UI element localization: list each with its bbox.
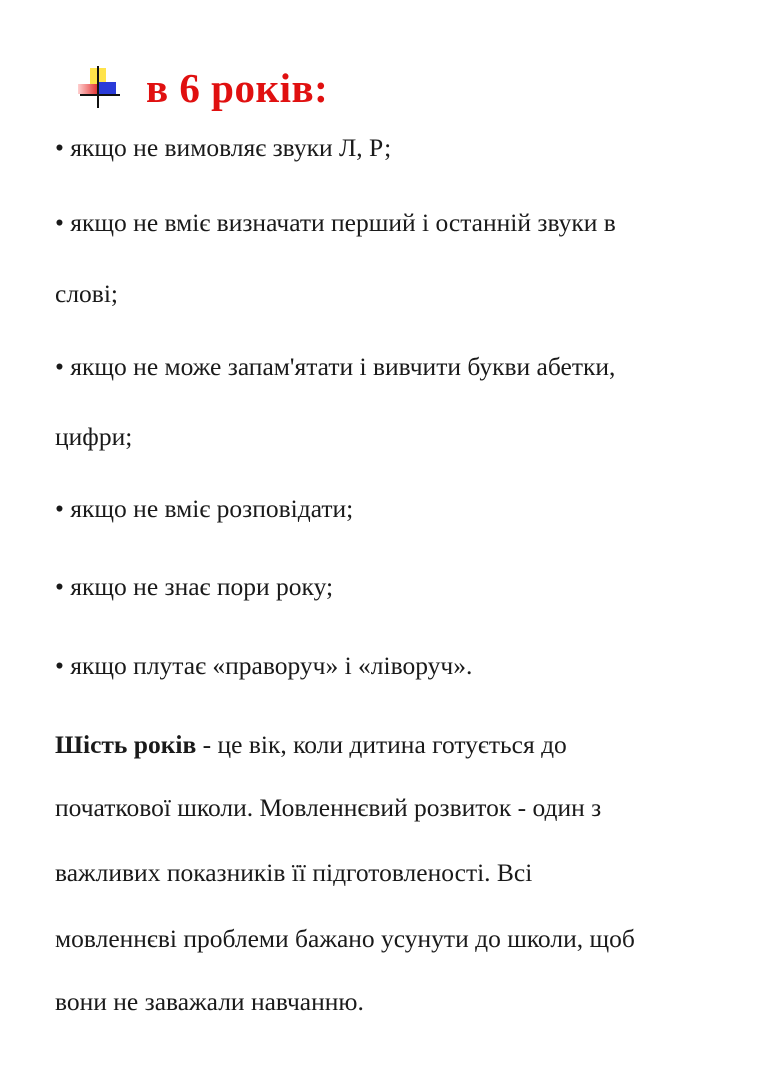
bullet-item-first-last-sounds: • якщо не вміє визначати перший і останній звуки в (55, 208, 616, 237)
section-heading (78, 58, 328, 118)
colored-square-bullet-icon (78, 66, 122, 110)
paragraph-bold-lead: Шість років (55, 730, 197, 759)
paragraph-line-5: вони не заважали навчанню. (55, 987, 364, 1016)
paragraph-line-3: важливих показників її підготовленості. Всі (55, 858, 533, 887)
bullet-item-seasons: • якщо не знає пори року; (55, 572, 334, 601)
paragraph-line-4: мовленнєві проблеми бажано усунути до школи, щоб (55, 924, 635, 953)
paragraph-line-1 (55, 730, 567, 760)
bullet-item-left-right: • якщо плутає «праворуч» і «ліворуч». (55, 651, 473, 680)
paragraph-line-2: початкової школи. Мовленнєвий розвиток - один з (55, 793, 602, 822)
bullet-item-alphabet-cont: цифри; (55, 422, 133, 451)
paragraph-line-1-rest: - це вік, коли дитина готується до (196, 730, 567, 759)
heading-title: в 6 років: (146, 65, 329, 111)
bullet-item-first-last-sounds-cont: слові; (55, 279, 119, 308)
bullet-item-alphabet: • якщо не може запам'ятати і вивчити букви абетки, (55, 352, 616, 381)
bullet-item-storytelling: • якщо не вміє розповідати; (55, 494, 354, 523)
bullet-item-sounds: • якщо не вимовляє звуки Л, Р; (55, 133, 392, 162)
